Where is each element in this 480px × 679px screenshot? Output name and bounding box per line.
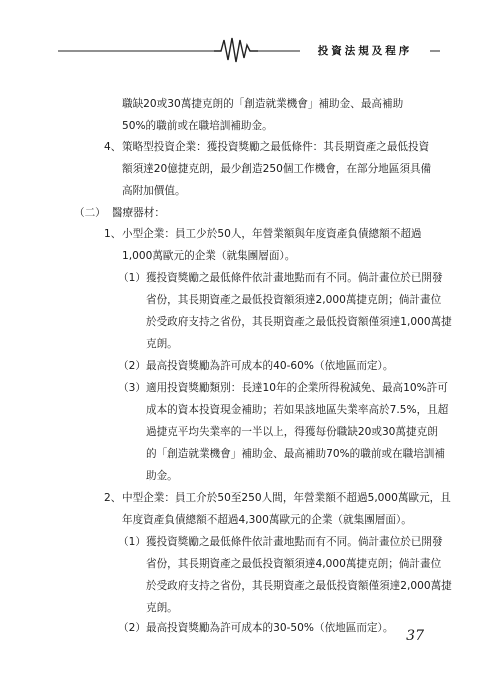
sub-item-line: 於受政府支持之省份，其長期資產之最低投資額僅須達1,000萬捷	[146, 316, 452, 328]
list-item-line: 策略型投資企業：獲投資獎勵之最低條件：其長期資產之最低投資	[122, 141, 430, 153]
list-item-line: 高附加價值。	[122, 185, 186, 197]
sub-item-number: （2）	[118, 360, 146, 372]
sub-item-number: （1）	[118, 536, 146, 548]
sub-item-number: （3）	[118, 382, 146, 394]
sub-item-line: 最高投資獎勵為許可成本的40-60%（依地區而定）。	[146, 360, 394, 372]
list-item-line: 1,000萬歐元的企業（就集團層面）。	[122, 250, 296, 262]
list-item-line: 額須達20億捷克朗，最少創造250個工作機會，在部分地區須具備	[122, 163, 432, 175]
sub-item-line: 最高投資獎勵為許可成本的30-50%（依地區而定）。	[146, 622, 394, 634]
paragraph-line: 職缺20或30萬捷克朗的「創造就業機會」補助金、最高補助	[122, 98, 404, 110]
list-number: 1、	[104, 228, 122, 240]
list-number: 2、	[104, 492, 122, 504]
sub-item-line: 省份，其長期資產之最低投資額須達4,000萬捷克朗；倘計畫位	[146, 558, 442, 570]
sub-item-line: 獲投資獎勵之最低條件依計畫地點而有不同。倘計畫位於已開發	[146, 536, 443, 548]
page-header	[0, 0, 480, 70]
header-title: 投資法規及程序	[317, 45, 413, 57]
sub-item-line: 克朗。	[146, 602, 178, 614]
section-number: （二）	[74, 207, 106, 219]
sub-item-line: 獲投資獎勵之最低條件依計畫地點而有不同。倘計畫位於已開發	[146, 272, 443, 284]
sub-item-line: 助金。	[146, 470, 178, 482]
sub-item-line: 克朗。	[146, 338, 178, 350]
list-item-line: 中型企業：員工介於50至250人間，年營業額不超過5,000萬歐元，且	[122, 492, 451, 504]
sub-item-line: 的「創造就業機會」補助金、最高補助70%的職前或在職培訓補	[146, 448, 445, 460]
sub-item-line: 於受政府支持之省份，其長期資產之最低投資額僅須達2,000萬捷	[146, 580, 452, 592]
sub-item-number: （2）	[118, 622, 146, 634]
paragraph-line: 50%的職前或在職培訓補助金。	[122, 120, 273, 132]
list-item-line: 小型企業：員工少於50人，年營業額與年度資產負債總額不超過	[122, 228, 422, 240]
sub-item-line: 成本的資本投資現金補助；若如果該地區失業率高於7.5%，且超	[146, 404, 449, 416]
section-title: 醫療器材：	[112, 207, 165, 219]
sub-item-line: 適用投資獎勵類別：長達10年的企業所得稅減免、最高10%許可	[146, 382, 448, 394]
list-item-line: 年度資產負債總額不超過4,300萬歐元的企業（就集團層面）。	[122, 514, 412, 526]
sub-item-line: 過捷克平均失業率的一半以上，得獲每份職缺20或30萬捷克朗	[146, 426, 438, 438]
page-number: 37	[406, 628, 424, 644]
sub-item-line: 省份，其長期資產之最低投資額須達2,000萬捷克朗；倘計畫位	[146, 294, 442, 306]
sub-item-number: （1）	[118, 272, 146, 284]
list-number: 4、	[104, 141, 122, 153]
